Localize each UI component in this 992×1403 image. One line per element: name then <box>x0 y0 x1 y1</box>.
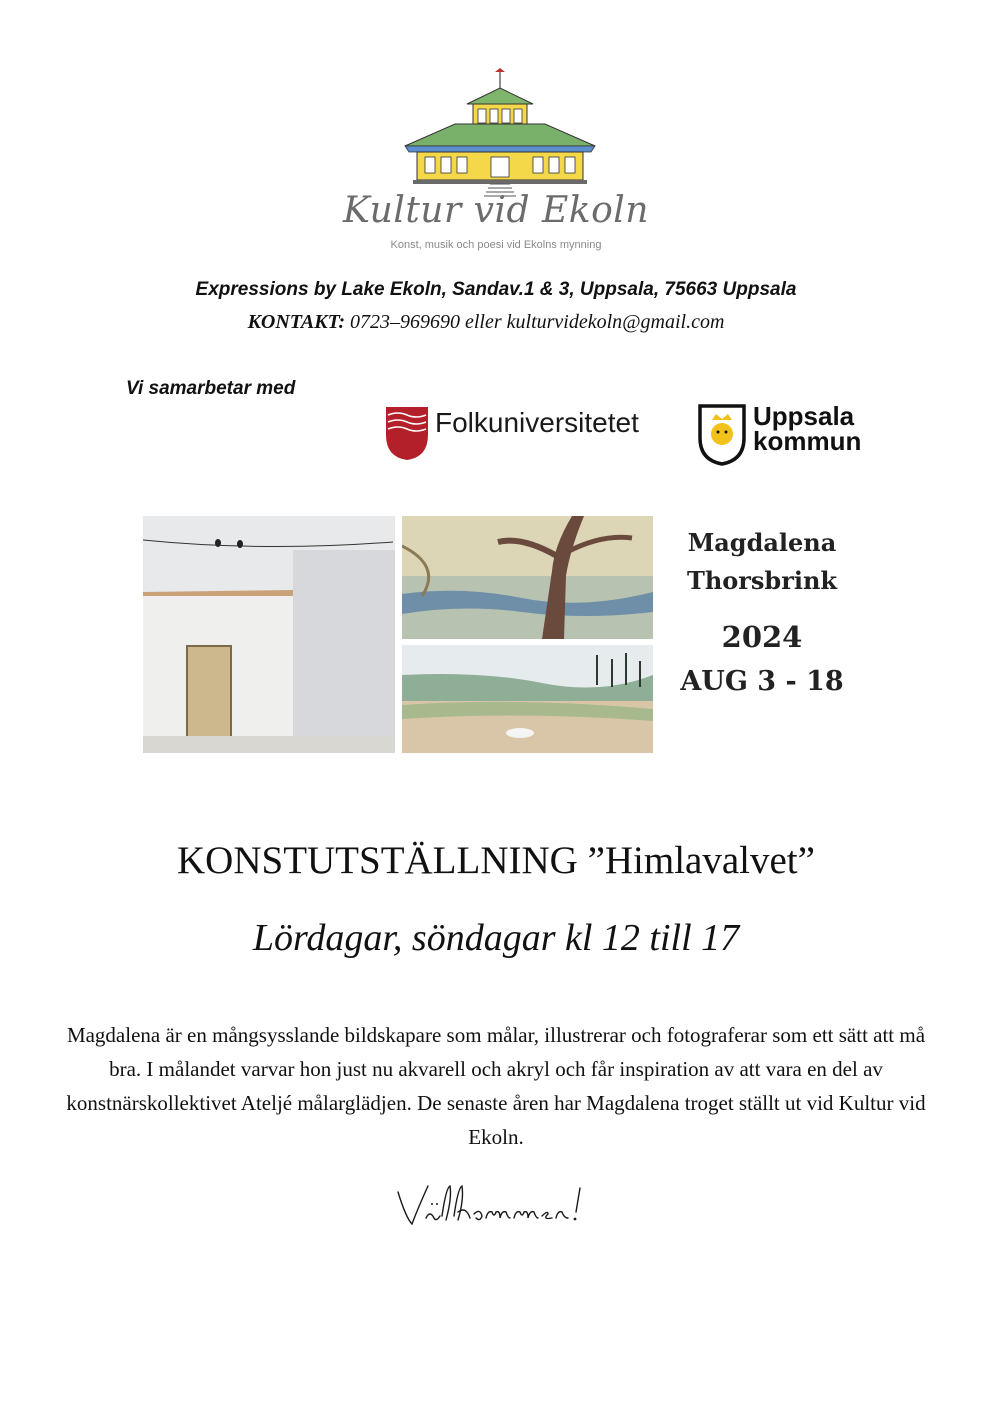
contact-label: KONTAKT: <box>247 311 345 333</box>
artist-description: Magdalena är en mångsysslande bildskapare som målar, illustrerar och fotograferar som ett sätt att må bra. I målandet varvar hon just nu akvarell och akryl och får inspiration av att vara en del av konstnärskollektivet Ateljé målarglädjen. De senaste åren har Magdalena troget ställt ut vid Kultur vid Ekoln. <box>66 1023 926 1149</box>
artist-last-name: Thorsbrink <box>686 566 838 595</box>
partners-intro: Vi samarbetar med <box>126 378 296 399</box>
folkuniversitetet-shield-icon <box>385 405 429 461</box>
folkuniversitetet-name: Folkuniversitetet <box>435 407 639 438</box>
uppsala-kommun-name-line2: kommun <box>753 426 862 456</box>
kultur-vid-ekoln-house-logo <box>395 68 605 198</box>
artist-first-name: Magdalena <box>687 528 837 557</box>
opening-hours: Lördagar, söndagar kl 12 till 17 <box>252 917 740 959</box>
address-line: Expressions by Lake Ekoln, Sandav.1 & 3, Uppsala, 75663 Uppsala <box>195 279 797 300</box>
uppsala-kommun-name <box>753 401 862 456</box>
painting-landscape <box>402 645 653 753</box>
uppsala-kommun-logo <box>697 401 867 468</box>
contact-line <box>0 311 972 334</box>
logo-tagline: Konst, musik och poesi vid Ekolns mynning <box>390 239 602 251</box>
painting-tree-river <box>402 516 653 639</box>
exhibition-year: 2024 <box>721 620 803 654</box>
painting-wall-door <box>143 516 395 753</box>
welcome-signature <box>392 1178 602 1234</box>
uppsala-kommun-shield-icon <box>697 404 747 466</box>
exhibition-dates: AUG 3 - 18 <box>680 666 844 697</box>
exhibition-title: KONSTUTSTÄLLNING ”Himlavalvet” <box>177 839 815 882</box>
uppsala-kommun-name-line1: Uppsala <box>753 401 855 431</box>
logo-title: Kultur vid Ekoln <box>343 190 649 231</box>
contact-value: 0723–969690 eller kulturvidekoln@gmail.com <box>344 311 725 333</box>
folkuniversitetet-logo <box>385 405 645 463</box>
